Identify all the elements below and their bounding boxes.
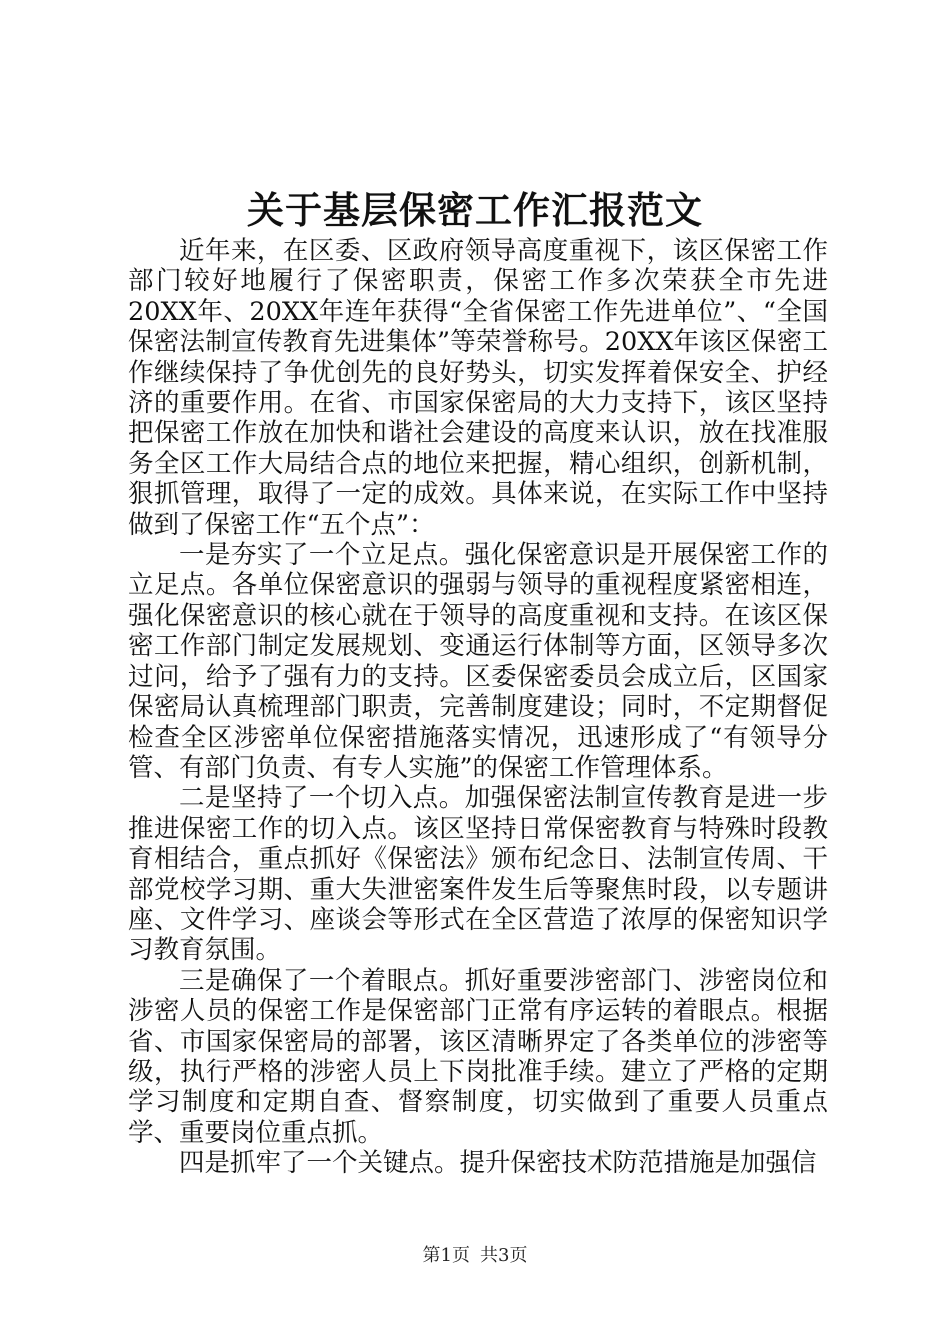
document-body xyxy=(128,236,828,1179)
paragraph-point-4: 四是抓牢了一个关键点。提升保密技术防范措施是加强信 xyxy=(179,1148,817,1179)
paragraph-intro: 近年来，在区委、区政府领导高度重视下，该区保密工作部门较好地履行了保密职责，保密工作多次荣获全市先进20XX年、20XX年连年获得“全省保密工作先进单位”、“全国保密法制宣传教育先进集体”等荣誉称号。20XX年该区保密工作继续保持了争优创先的良好势头，切实发挥着保安全、护经济的重要作用。在省、市国家保密局的大力支持下，该区坚持把保密工作放在加快和谐社会建设的高度来认识，放在找准服务全区工作大局结合点的地位来把握，精心组织，创新机制，狠抓管理，取得了一定的成效。具体来说，在实际工作中坚持做到了保密工作“五个点”： xyxy=(128,236,828,540)
page-total: 共3页 xyxy=(480,1245,528,1266)
paragraph-point-3: 三是确保了一个着眼点。抓好重要涉密部门、涉密岗位和涉密人员的保密工作是保密部门正常有序运转的着眼点。根据省、市国家保密局的部署，该区清晰界定了各类单位的涉密等级，执行严格的涉密人员上下岗批准手续。建立了严格的定期学习制度和定期自查、督察制度，切实做到了重要人员重点学、重要岗位重点抓。 xyxy=(128,965,828,1148)
paragraph-point-2: 二是坚持了一个切入点。加强保密法制宣传教育是进一步推进保密工作的切入点。该区坚持日常保密教育与特殊时段教育相结合，重点抓好《保密法》颁布纪念日、法制宣传周、干部党校学习期、重大失泄密案件发生后等聚焦时段，以专题讲座、文件学习、座谈会等形式在全区营造了浓厚的保密知识学习教育氛围。 xyxy=(128,783,828,966)
document-title: 关于基层保密工作汇报范文 xyxy=(247,188,703,232)
page-footer xyxy=(0,1244,950,1268)
paragraph-point-1: 一是夯实了一个立足点。强化保密意识是开展保密工作的立足点。各单位保密意识的强弱与领导的重视程度紧密相连，强化保密意识的核心就在于领导的高度重视和支持。在该区保密工作部门制定发展规划、变通运行体制等方面，区领导多次过问，给予了强有力的支持。区委保密委员会成立后，区国家保密局认真梳理部门职责，完善制度建设；同时，不定期督促检查全区涉密单位保密措施落实情况，迅速形成了“有领导分管、有部门负责、有专人实施”的保密工作管理体系。 xyxy=(128,540,828,783)
page-number: 第1页 xyxy=(422,1245,470,1266)
